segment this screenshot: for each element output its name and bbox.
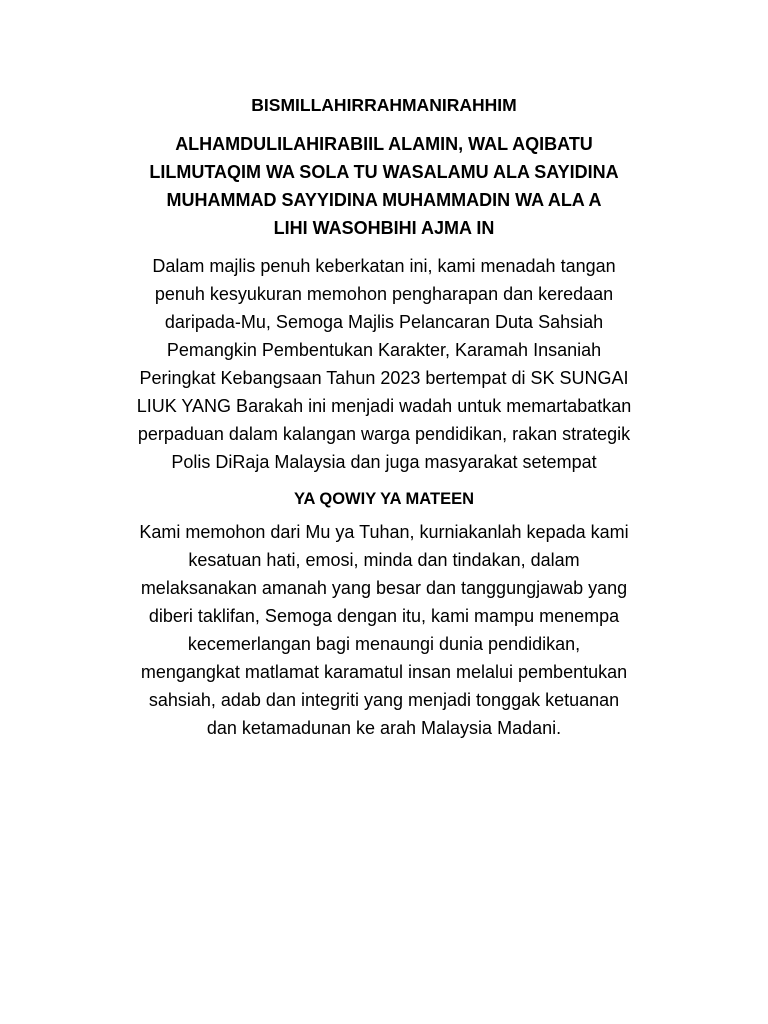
opening-doa: ALHAMDULILAHIRABIIL ALAMIN, WAL AQIBATU LILMUTAQIM WA SOLA TU WASALAMU ALA SAYIDINA MUHAMMAD SAYYIDINA MUHAMMADIN WA ALA A LIHI WASOHBIHI AJMA IN — [149, 134, 619, 238]
ya-qowiy-heading: YA QOWIY YA MATEEN — [293, 490, 475, 508]
document-content — [84, 92, 684, 752]
bismillah-heading: BISMILLAHIRRAHMANIRAHHIM — [251, 95, 517, 115]
paragraph-permohonan: Kami memohon dari Mu ya Tuhan, kurniakanlah kepada kami kesatuan hati, emosi, minda dan tindakan, dalam melaksanakan amanah yang besar dan tanggungjawab yang diberi taklifan, Semoga dengan itu, kami mampu menempa kecemerlangan bagi menaungi dunia pendidikan, mengangkat matlamat karamatul insan melalui pembentukan sahsiah, adab dan integriti yang menjadi tonggak ketuanan dan ketamadunan ke arah Malaysia Madani. — [139, 522, 629, 738]
paragraph-majlis: Dalam majlis penuh keberkatan ini, kami menadah tangan penuh kesyukuran memohon pengharapan dan keredaan daripada-Mu, Semoga Majlis Pelancaran Duta Sahsiah Pemangkin Pembentukan Karakter, Karamah Insaniah Peringkat Kebangsaan Tahun 2023 bertempat di SK SUNGAI LIUK YANG Barakah ini menjadi wadah untuk memartabatkan perpaduan dalam kalangan warga pendidikan, rakan strategik Polis DiRaja Malaysia dan juga masyarakat setempat — [136, 256, 632, 472]
